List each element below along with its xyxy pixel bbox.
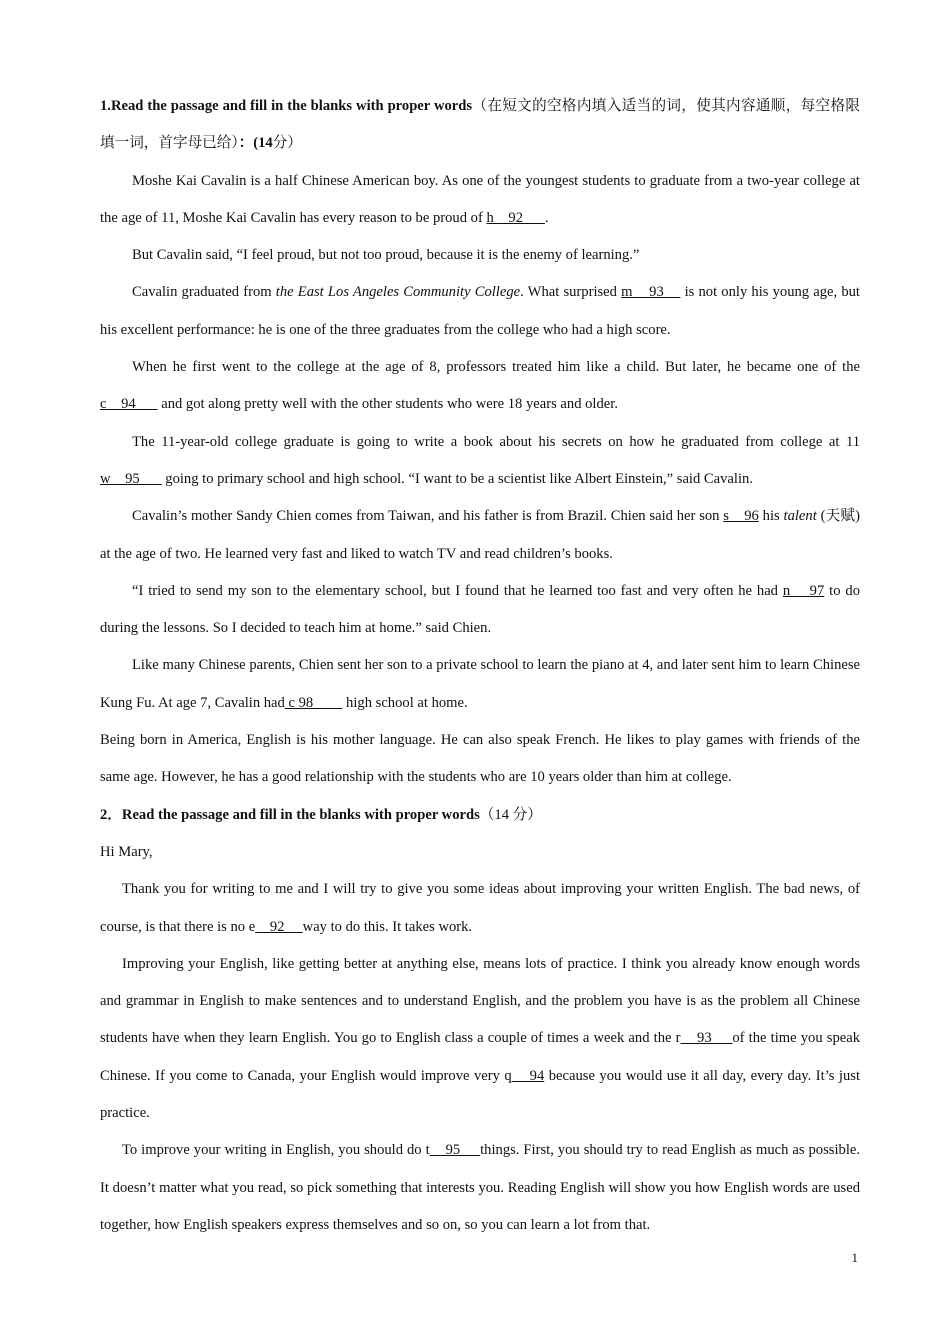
blank-98[interactable]: c 98	[284, 694, 343, 711]
section2-number: 2．	[100, 806, 122, 823]
blank-95[interactable]: w 95	[100, 470, 162, 487]
s1-paragraph-6: Cavalin’s mother Sandy Chien comes from Taiwan, and his father is from Brazil. Chien said her son s 96 his talent (天赋) at the age of two. He learned very fast and liked to watch TV and read children’s books.	[100, 508, 860, 562]
s1-paragraph-7: “I tried to send my son to the elementary school, but I found that he learned too fast and very often he had n 97 to do during the lessons. So I decided to teach him at home.” said Chien.	[100, 582, 860, 637]
talent-word: talent	[783, 508, 817, 525]
s2-blank-94[interactable]: 94	[511, 1067, 545, 1084]
page-number: 1	[851, 1250, 858, 1265]
blank-92[interactable]: h 92	[486, 209, 545, 226]
section2-title: Read the passage and fill in the blanks with proper words	[121, 806, 480, 823]
blank-93[interactable]: m 93	[621, 284, 681, 301]
s1-paragraph-8: Like many Chinese parents, Chien sent her son to a private school to learn the piano at 4, and later sent him to learn Chinese Kung Fu. At age 7, Cavalin had c 98 high school at home.	[100, 657, 860, 711]
s1-paragraph-4: When he first went to the college at the age of 8, professors treated him like a child. But later, he became one of the c 94 and got along pretty well with the other students who were 18 years and older.	[100, 359, 860, 413]
section1-title: Read the passage and fill in the blanks with proper words	[110, 98, 473, 114]
s1-paragraph-1: Moshe Kai Cavalin is a half Chinese American boy. As one of the youngest students to graduate from a two-year college at the age of 11, Moshe Kai Cavalin has every reason to be proud of h 92 .	[100, 172, 860, 226]
s2-paragraph-3: To improve your writing in English, you should do t 95 things. First, you should try to read English as much as possible. It doesn’t matter what you read, so pick something that interests you. Reading English will show you how English words are used together, how English speakers express themselves and so on, so you can learn a lot from that.	[100, 1142, 860, 1233]
blank-94[interactable]: c 94	[100, 396, 158, 413]
s1-paragraph-3: Cavalin graduated from the East Los Angeles Community College. What surprised m 93 is not only his young age, but his excellent performance: he is one of the three graduates from the college who had a high score.	[100, 284, 860, 338]
letter-greeting: Hi Mary,	[100, 843, 153, 860]
section1-score: 14	[258, 135, 273, 152]
s2-blank-95[interactable]: 95	[429, 1142, 481, 1159]
s2-paragraph-1: Thank you for writing to me and I will try to give you some ideas about improving your written English. The bad news, of course, is that there is no e 92 way to do this. It takes work.	[100, 881, 860, 935]
blank-97[interactable]: n 97	[782, 582, 825, 599]
college-name: the East Los Angeles Community College	[275, 284, 521, 301]
blank-96[interactable]: s 96	[723, 508, 759, 525]
s2-blank-92[interactable]: 92	[255, 918, 303, 935]
section2-score: （14 分）	[479, 806, 542, 823]
document-page	[100, 88, 860, 1244]
section1-note: （在短文的空格内填入适当的词，使其内容通顺，每空格限填一词，首字母已给）	[100, 98, 860, 152]
s1-paragraph-5: The 11-year-old college graduate is going to write a book about his secrets on how he graduated from college at 11 w 95 going to primary school and high school. “I want to be a scientist like Albert Einstein,” said Cavalin.	[100, 433, 860, 487]
s1-paragraph-9: Being born in America, English is his mother language. He can also speak French. He likes to play games with friends of the same age. However, he has a good relationship with the students who are 10 years older than him at college.	[100, 732, 860, 786]
section2-heading	[100, 797, 860, 834]
section1-score-suffix: 分）	[272, 135, 302, 152]
s1-paragraph-2: But Cavalin said, “I feel proud, but not too proud, because it is the enemy of learning.”	[132, 247, 640, 264]
section1-number: 1.	[100, 98, 111, 114]
section1-heading	[100, 88, 860, 163]
s2-paragraph-2: Improving your English, like getting better at anything else, means lots of practice. I think you already know enough words and grammar in English to make sentences and to understand English, and the problem you have is as the problem all Chinese students have when they learn English. You go to English class a couple of times a week and the r 93 of the time you speak Chinese. If you come to Canada, your English would improve very q 94 because you would use it all day, every day. It’s just practice.	[100, 955, 861, 1122]
section1-score-prefix: ：(	[238, 135, 259, 152]
s2-blank-93[interactable]: 93	[680, 1030, 733, 1047]
